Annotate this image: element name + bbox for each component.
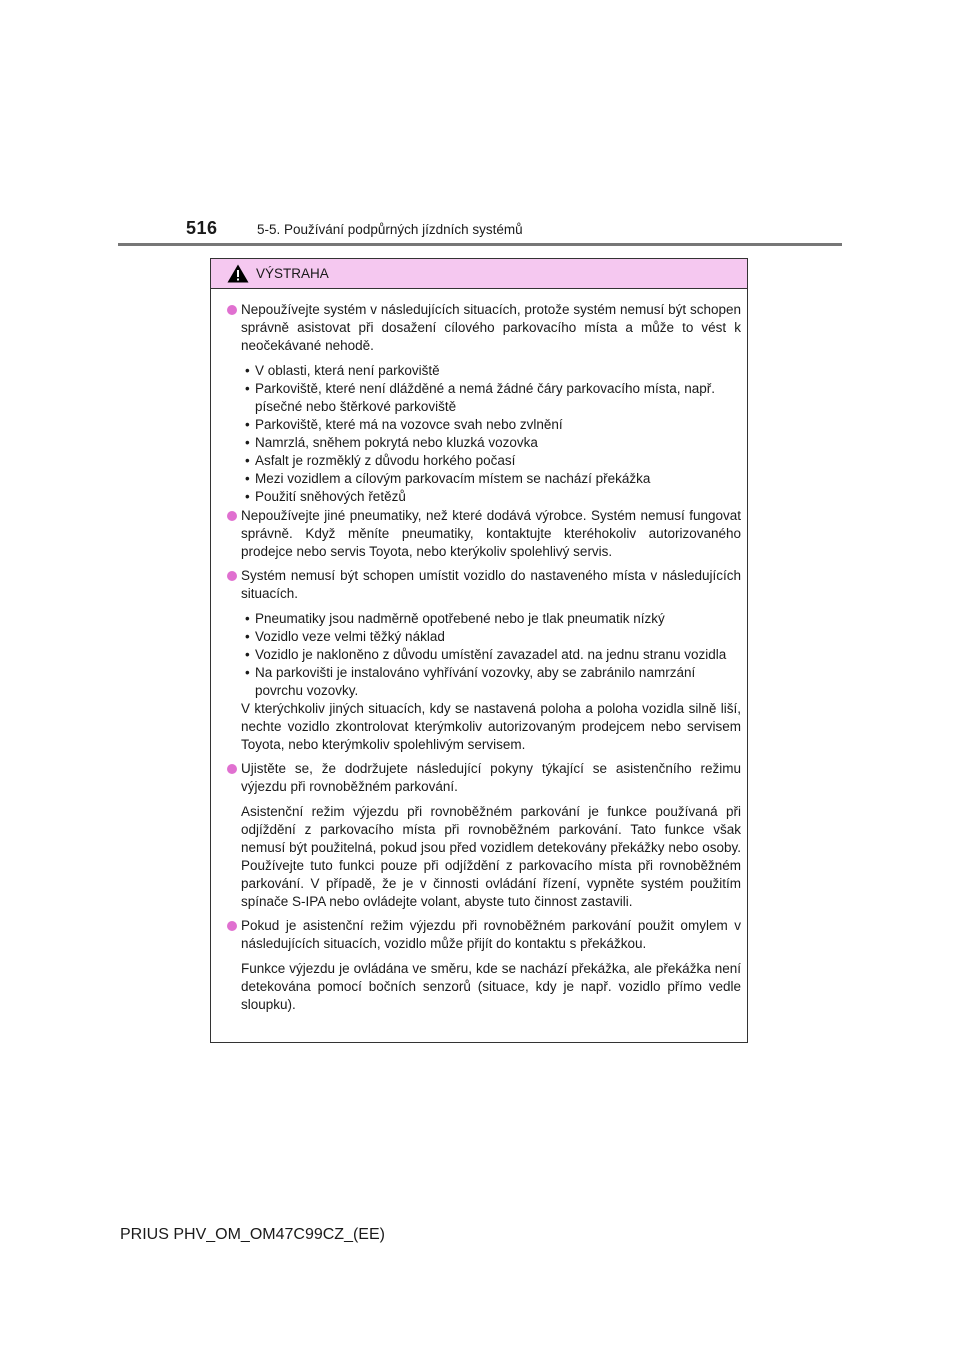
section-title: 5-5. Používání podpůrných jízdních systémů [257, 222, 523, 237]
bullet-dot-icon [227, 305, 237, 315]
warning-item [227, 760, 741, 796]
bullet-dot-icon [227, 571, 237, 581]
warning-item-text: Systém nemusí být schopen umístit vozidlo do nastaveného místa v následujících situacích. [241, 568, 741, 601]
warning-header [211, 259, 747, 289]
warning-item-text: Nepoužívejte jiné pneumatiky, než které dodává výrobce. Systém nemusí fungovat správně. Když měníte pneumatiky, kontaktujte kteréhokoliv autorizovaného prodejce nebo servis Toyota, nebo kterýkoliv spolehlivý servis. [241, 508, 741, 559]
list-item: • Asfalt je rozměklý z důvodu horkého počasí [241, 452, 741, 470]
situation-list [227, 362, 741, 506]
warning-box [210, 258, 748, 1043]
warning-item [227, 567, 741, 603]
bullet-dot-icon [227, 511, 237, 521]
situation-list [227, 610, 741, 700]
warning-note: Funkce výjezdu je ovládána ve směru, kde se nachází překážka, ale překážka není detekována pomocí bočních senzorů (situace, kdy je např. vozidlo přímo vedle sloupku). [241, 961, 741, 1012]
list-item: • Vozidlo veze velmi těžký náklad [241, 628, 741, 646]
document-id: PRIUS PHV_OM_OM47C99CZ_(EE) [120, 1226, 385, 1243]
warning-title: VÝSTRAHA [256, 266, 329, 281]
header-divider [118, 243, 842, 246]
warning-item [227, 917, 741, 953]
list-item: • Vozidlo je nakloněno z důvodu umístění zavazadel atd. na jednu stranu vozidla [241, 646, 741, 664]
warning-item [227, 301, 741, 355]
list-item: • V oblasti, která není parkoviště [241, 362, 741, 380]
warning-item [227, 507, 741, 561]
warning-item-text: Nepoužívejte systém v následujících situacích, protože systém nemusí být schopen správně asistovat při dosažení cílového parkovacího místa a může to vést k neočekávané nehodě. [241, 302, 741, 353]
warning-item-text: Pokud je asistenční režim výjezdu při rovnoběžném parkování použit omylem v následujících situacích, vozidlo může přijít do kontaktu s překážkou. [241, 918, 741, 951]
warning-note: Asistenční režim výjezdu při rovnoběžném parkování je funkce používaná při odjíždění z parkovacího místa při rovnoběžném parkování. Tato funkce však nemusí být použitelná, pokud jsou před vozidlem detekovány překážky nebo osoby. Používejte tuto funkci pouze při odjíždění z parkovacího místa při rovnoběžném parkování. V případě, že je v činnosti ovládání řízení, vypněte systém použitím spínače S-IPA nebo ovládejte volant, abyste tuto činnost zastavili. [241, 804, 741, 909]
list-item: • Parkoviště, které není dlážděné a nemá žádné čáry parkovacího místa, např. písečné nebo štěrkové parkoviště [241, 380, 741, 416]
list-item: • Na parkovišti je instalováno vyhřívání vozovky, aby se zabránilo namrzání povrchu vozovky. [241, 664, 741, 700]
warning-triangle-icon [227, 264, 249, 283]
bullet-dot-icon [227, 921, 237, 931]
page-number: 516 [186, 218, 218, 238]
bullet-dot-icon [227, 764, 237, 774]
list-item: • Použití sněhových řetězů [241, 488, 741, 506]
warning-body [211, 289, 747, 1014]
list-item: • Parkoviště, které má na vozovce svah nebo zvlnění [241, 416, 741, 434]
list-item: • Pneumatiky jsou nadměrně opotřebené nebo je tlak pneumatik nízký [241, 610, 741, 628]
warning-item-text: Ujistěte se, že dodržujete následující pokyny týkající se asistenčního režimu výjezdu při rovnoběžném parkování. [241, 761, 741, 794]
list-item: • Namrzlá, sněhem pokrytá nebo kluzká vozovka [241, 434, 741, 452]
warning-note: V kterýchkoliv jiných situacích, kdy se nastavená poloha a poloha vozidla silně liší, nechte vozidlo zkontrolovat kterýmkoliv autorizovaným prodejcem nebo servisem Toyota, nebo kterýmkoliv spolehlivým servisem. [241, 701, 741, 752]
list-item: • Mezi vozidlem a cílovým parkovacím místem se nachází překážka [241, 470, 741, 488]
